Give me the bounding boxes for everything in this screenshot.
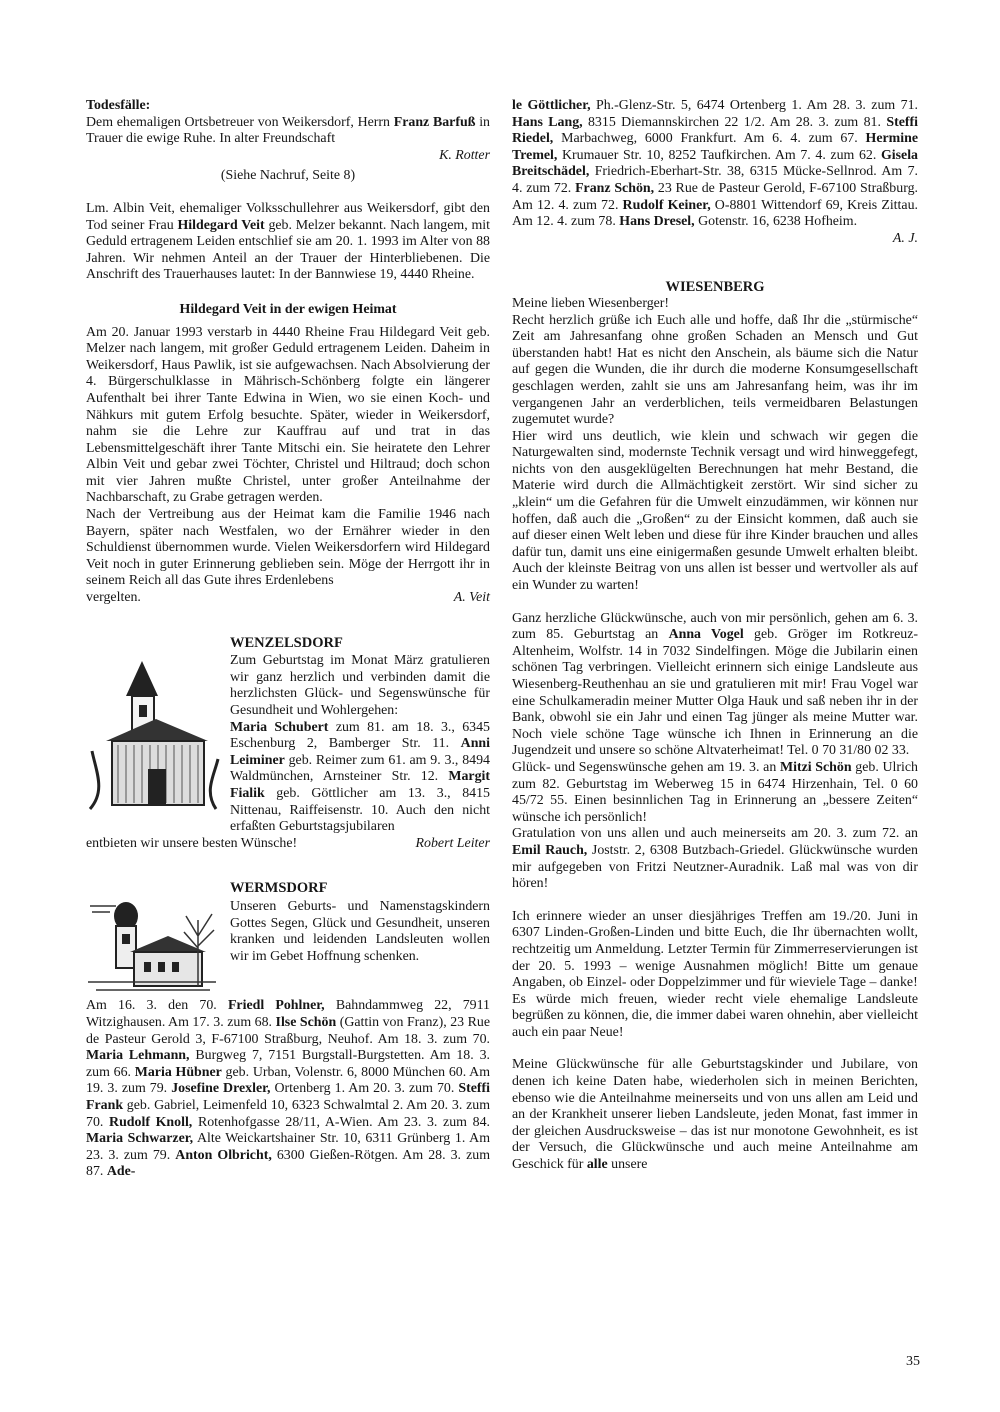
article-body-2: Nach der Vertreibung aus der Heimat kam die Familie 1946 nach Bayern, später nach Westfalen, wo der Ernährer wieder in den Schuldienst übernommen wurde. Vielen Weikersdorfern wird Hildegard Veit noch in guter Erinnerung geblieben sein. Möge der Herrgott ihr in seinem Reich all das Gute ihres Erdenlebens [86,507,490,589]
signature: A. J. [892,230,918,246]
deaths-paragraph-2: Lm. Albin Veit, ehemaliger Volksschullehrer aus Weikersdorf, gibt den Tod seiner Frau Hildegard Veit geb. Melzer bekannt. Nach langem, mit Geduld ertragenem Leiden entschlief sie am 20. 1. 1993 im Alter von 88 Jahren. Wir nehmen Anteil an der Trauer der Hinterbliebenen. Die Anschrift des Trauerhauses lautet: In der Bannwiese 19, 4440 Rheine. [86,200,490,283]
wiesenberg-paragraph-4: Glück- und Segenswünsche gehen am 19. 3. an Mitzi Schön geb. Ulrich zum 82. Geburtstag im Weberweg 15 in 6474 Hirzenhain, Tel. 0 60 45/72 55. Einen besinnlichen Tag in Erinnerung an „bessere Zeiten“ wünsche ich persönlich! [512,759,918,825]
wenzelsdorf-intro: Zum Geburtstag im Monat März gratulieren wir ganz herzlich und verbinden damit die herzlichsten Glück- und Segenswünsche für Gesundheit und Wohlergehen: [230,653,490,718]
deaths-paragraph-1: Dem ehemaligen Ortsbetreuer von Weikersdorf, Herrn Franz Barfuß in Trauer die ewige Ruhe. In alter Freundschaft K. Rotter [86,114,490,163]
wenzelsdorf-section [86,635,490,836]
signature: Robert Leiter [415,835,490,851]
section-title-wenzelsdorf: WENZELSDORF [230,634,343,651]
chapel-illustration [86,641,222,811]
section-title-wiesenberg: WIESENBERG [665,279,765,296]
right-column [512,98,918,1174]
wiesenberg-paragraph-6: Ich erinnere wieder an unser diesjähriges Treffen am 19./20. Juni in 6307 Linden-Großen-Linden und bitte Euch, die Ihr übernachten wollt, rechtzeitig um Anmeldung. Letzter Termin für Zimmerreservierungen ist der 20. 5. 1993 – wenige Ausnahmen möglich! Bitte um genaue Angaben, ob Einzel- oder Doppelzimmer und für wieviele Tage – danke! [512,908,918,991]
section-title-wermsdorf: WERMSDORF [230,880,328,897]
wiesenberg-greeting: Meine lieben Wiesenberger! [512,295,670,311]
article-title: Hildegard Veit in der ewigen Heimat [179,301,397,317]
article-body: Am 20. Januar 1993 verstarb in 4440 Rheine Frau Hildegard Veit geb. Melzer nach langem, mit großer Geduld ertragenem Leiden. Daheim in Weikersdorf, Haus Pawlik, ist sie aufgewachsen. Nach Absolvierung der 4. Bürgerschulklasse in Mährisch-Schönberg folgte ein längerer Aufenthalt bei ihrer Tante Edwina in Wien, wo sie einen Koch- und Nähkurs mit gutem Erfolg besuchte. Später, wieder in Weikersdorf, nahm sie die Lehre zur Kauffrau auf und trat in das Lebensmittelgeschäft ihrer Tante Mitschi ein. Sie heiratete den Lehrer Albin Veit und gebar zwei Töchter, Christel und Hiltraud; doch schon mit vier Jahren mußte Christel, unter großer Anteilnahme der Nachbarschaft, zu Grabe getragen werden. [86,324,490,506]
left-column [86,98,490,1181]
wiesenberg-paragraph-3: Ganz herzliche Glückwünsche, auch von mir persönlich, gehen am 6. 3. zum 85. Geburtstag an Anna Vogel geb. Gröger im Rotkreuz-Altenheim, Wolfstr. 14 in 7032 Sindelfingen. Möge die Jubilarin einen schönen Tag verbringen. Vielleicht erinnern sich einige Landsleute aus Wiesenberg-Reuthenhau an sie und gratulieren mit mir! Frau Vogel war eine Schulkameradin meiner Mutter Olga Hauk und saß neben ihr in der Bank, obwohl sie ein Jahr und einen Tag jünger als meine Mutter war. Noch viele schöne Tage wünsche ich Ihnen in Erinnerung an die Jugendzeit und unsere so schöne Altvaterheimat! Tel. 0 70 31/80 02 33. [512,610,919,759]
church-illustration [86,886,222,998]
wiesenberg-paragraph-2: Hier wird uns deutlich, wie klein und schwach wir gegen die Naturgewalten sind, modernste Technik versagt und wird hinweggefegt, nichts von den ausgeklügelten Berechnungen hat mehr Bestand, die Materie wird durch die Allmächtigkeit zerstört. Wir sind sicher zu „klein“ um die Gefahren für die Umwelt einzudämmen, wir können nur hoffen, daß auch die „Großen“ zu der Einsicht kommen, daß auch sie auf dieser einen Welt leben und diese für ihre Kinder brauchen und alles dafür tun, damit uns eine einigermaßen gesunde Umwelt erhalten bleibt. Auch der kleinste Beitrag von uns allen ist besser und wertvoller als auf ein Wunder zu warten! [512,428,918,594]
deaths-heading: Todesfälle: [86,98,151,113]
wiesenberg-paragraph-5: Gratulation von uns allen und auch meinerseits am 20. 3. zum 72. an Emil Rauch, Joststr. 2, 6308 Butzbach-Griedel. Glückwünsche wurden mir aufgegeben von Fritzi Neutzner-Auradnik. Laß mal was von dir hören! [512,826,919,892]
wermsdorf-section [86,880,490,998]
page-number: 35 [906,1354,920,1369]
see-note: (Siehe Nachruf, Seite 8) [220,168,356,184]
wiesenberg-paragraph-7: Es würde mich freuen, wieder recht viele ehemalige Landsleute begrüßen zu können, die, die immer dabei waren ohnehin, aber vielleicht auch ein paar Neue! [512,991,918,1040]
wiesenberg-paragraph-8: Meine Glückwünsche für alle Geburtstagskinder und Jubilare, von denen ich keine Daten habe, wiederholen sich in meinen Berichten, ebenso wie die Anteilnahme meinerseits und von uns allen am Leid und an der Krankheit unserer lieben Landsleute, jeden Monat, fast immer in der gleichen Ausdrucksweise – das ist nur monotone Gewohnheit, es ist der Versuch, die Glückwünsche und auch meine Anteilnahme am Geschick für alle unsere [512,1057,918,1173]
signature: A. Veit [453,590,490,606]
article-end: vergelten. A. Veit [86,590,490,606]
wermsdorf-intro: Unseren Geburts- und Namenstagskindern Gottes Segen, Glück und Gesundheit, unseren kranken und leidenden Landsleuten wollen wir im Gebet Hoffnung schenken. [230,898,490,964]
wenzelsdorf-list: Maria Schubert zum 81. am 18. 3., 6345 Eschenburg 2, Bamberger Str. 11. Anni Leiminer geb. Reimer zum 61. am 9. 3., 8494 Waldmünchen, Arnsteiner Str. 12. Margit Fialik geb. Göttlicher am 13. 3., 8415 Nittenau, Raiffeisenstr. 10. Auch den nicht erfaßten Geburtstagsjubilaren [230,719,490,835]
wermsdorf-list: Am 16. 3. den 70. Friedl Pohlner, Bahndammweg 22, 7911 Witzighausen. Am 17. 3. zum 68. Ilse Schön (Gattin von Franz), 23 Rue de Pasteur Gerold 3, F-67100 Straßburg, Neuhof. Am 18. 3. zum 70. Maria Lehmann, Burgweg 7, 7151 Burgstall-Burgstetten. Am 18. 3. zum 66. Maria Hübner geb. Urban, Volenstr. 6, 8000 München 60. Am 19. 3. zum 79. Josefine Drexler, Ortenberg 1. Am 20. 3. zum 70. Steffi Frank geb. Gabriel, Leimenfeld 10, 6323 Schwalmtal 2. Am 20. 3. zum 70. Rudolf Knoll, Rotenhofgasse 28/11, A-Wien. Am 23. 3. zum 84. Maria Schwarzer, Alte Weickartshainer Str. 10, 6311 Grünberg 1. Am 23. 3. zum 79. Anton Olbricht, 6300 Gießen-Rötgen. Am 28. 3. zum 87. Ade- [86,998,491,1180]
signature: K. Rotter [439,147,490,163]
wermsdorf-list-continued: le Göttlicher, Ph.-Glenz-Str. 5, 6474 Ortenberg 1. Am 28. 3. zum 71. Hans Lang, 8315 Diemannskirchen 22 1/2. Am 28. 3. zum 81. Steffi Riedel, Marbachweg, 6000 Frankfurt. Am 6. 4. zum 67. Hermine Tremel, Krumauer Str. 10, 8252 Taufkirchen. Am 7. 4. zum 62. Gisela Breitschädel, Friedrich-Eberhart-Str. 38, 6315 Mücke-Sellnrod. Am 7. 4. zum 72. Franz Schön, 23 Rue de Pasteur Gerold, F-67100 Straßburg. Am 12. 4. zum 72. Rudolf Keiner, O-8801 Wittendorf 69, Kreis Zittau. Am 12. 4. zum 78. Hans Dresel, Gotenstr. 16, 6238 Hofheim. A. J. [512,98,918,246]
wiesenberg-paragraph-1: Recht herzlich grüße ich Euch alle und hoffe, daß Ihr die „stürmische“ Zeit am Jahresanfang ohne großen Schaden an Mensch und Gut überstanden habt! Hat es nicht den Anschein, als bäume sich die Natur auf gegen die Wunden, die ihr durch die moderne Konsumgesellschaft geschlagen werden, zahlt sie uns am Jahresanfang heim, was ihr im vergangenen Jahr an verderblichen, teils vermeidbaren Belastungen zugemutet wurde? [512,312,918,428]
wenzelsdorf-end: entbieten wir unsere besten Wünsche! Robert Leiter [86,835,490,851]
